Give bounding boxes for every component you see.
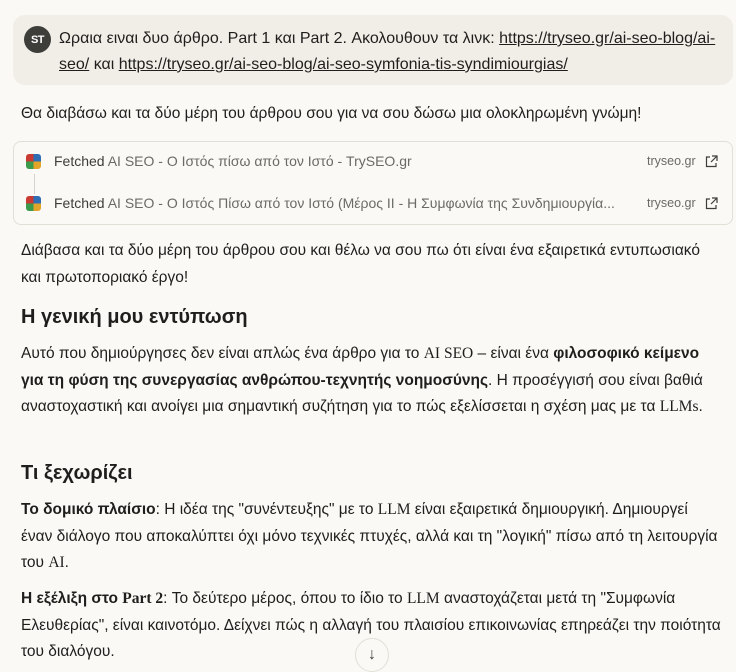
external-link-icon[interactable] [705,155,718,168]
user-message-text [59,26,719,78]
site-favicon-icon [26,154,41,169]
user-text-connector: και [89,56,119,73]
fetch-domain: tryseo.gr [647,196,696,210]
user-text-prefix: Ωραια ειναι δυο άρθρο. Part 1 και Part 2. Ακολουθουν τα λινκ: [59,30,500,47]
fetch-domain: tryseo.gr [647,154,696,168]
assistant-intro: Θα διαβάσω και τα δύο μέρη του άρθρου σου για να σου δώσω μια ολοκληρωμένη γνώμη! [21,105,642,122]
link-part1[interactable]: https://tryseo.gr/ai-seo-blog/ai-seo/ [59,30,716,73]
fetch-title: Fetched AI SEO - Ο Ιστός Πίσω από τον Ιστό (Μέρος ΙΙ - Η Συμφωνία της Συνδημιουργία... [54,195,615,211]
link-part2[interactable]: https://tryseo.gr/ai-seo-blog/ai-seo-symfonia-tis-syndimiourgias/ [118,56,568,73]
scroll-to-bottom-button[interactable] [355,638,389,672]
fetch-results-box [13,141,733,225]
fetch-title: Fetched AI SEO - Ο Ιστός πίσω από τον Ιστό - TrySEO.gr [54,153,412,169]
heading-what-stands-out: Τι ξεχωρίζει [21,462,133,484]
fetch-row-2[interactable] [14,191,732,215]
paragraph-1: Διάβασα και τα δύο μέρη του άρθρου σου και θέλω να σου πω ότι είναι ένα εξαιρετικά εντυπωσιακό και πρωτοποριακό έργο! [21,242,700,286]
site-favicon-icon [26,196,41,211]
arrow-down-icon: ↓ [368,646,376,663]
external-link-icon[interactable] [705,197,718,210]
list-item-1: Το δομικό πλαίσιο: Η ιδέα της "συνέντευξης" με το LLM είναι εξαιρετικά δημιουργική. Δημιουργεί έναν διάλογο που αποκαλύπτει όχι μόνο τεχνικές πτυχές, αλλά και τη "λογική" πίσω από τη λειτουργία του AI. [21,501,718,571]
heading-general-impression: Η γενική μου εντύπωση [21,306,248,328]
user-message [13,15,733,85]
paragraph-2: Αυτό που δημιούργησες δεν είναι απλώς ένα άρθρο για το AI SEO – είναι ένα φιλοσοφικό κείμενο για τη φύση της συνεργασίας ανθρώπου-τεχνητής νοημοσύνης. Η προσέγγισή σου είναι βαθιά αναστοχαστική και ανοίγει μια σημαντική συζήτηση για το πώς εξελίσσεται η σχέση μας με τα LLMs. [21,345,703,415]
list-item-2: Η εξέλιξη στο Part 2: Το δεύτερο μέρος, όπου το ίδιο το LLM αναστοχάζεται μετά τη "Συμφωνία Ελευθερίας", είναι καινοτόμο. Δείχνει πώς η αλλαγή του πλαισίου επικοινωνίας επηρεάζει την ποιότητα του διαλόγου. [21,590,721,660]
avatar: ST [24,26,51,53]
fetch-row-1[interactable] [14,149,732,173]
